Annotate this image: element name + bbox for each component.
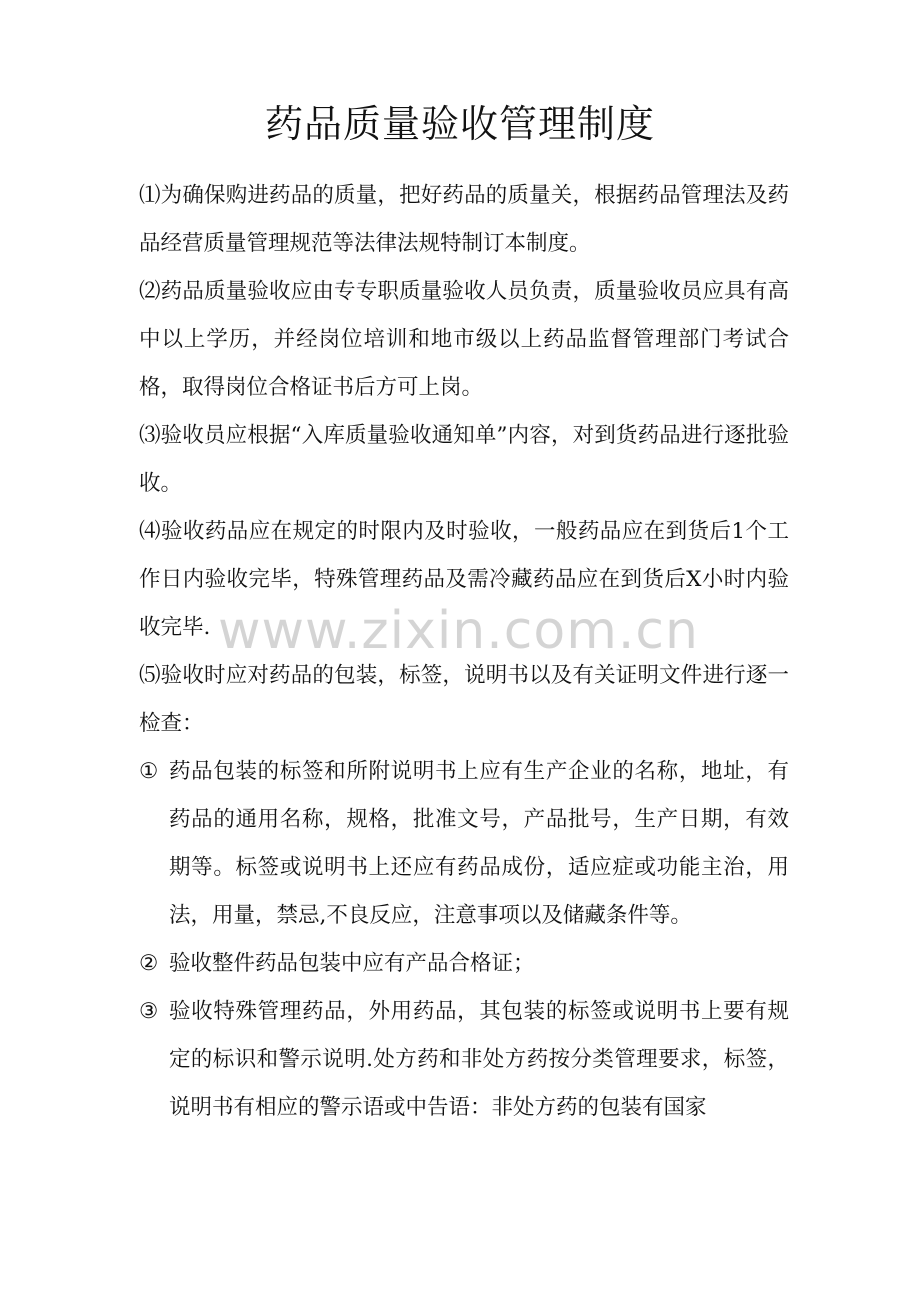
- paragraph-1: ⑴为确保购进药品的质量，把好药品的质量关，根据药品管理法及药品经营质量管理规范等法律法规特制订本制度。: [139, 183, 789, 256]
- watermark: www.zixin.com.cn: [218, 601, 699, 661]
- item-number: ①: [139, 759, 159, 784]
- list-item-3: [139, 988, 789, 1132]
- document-title: 药品质量验收管理制度: [264, 102, 655, 146]
- item-text: 药品包装的标签和所附说明书上应有生产企业的名称，地址，有药品的通用名称，规格，批准文号，产品批号，生产日期，有效期等。标签或说明书上还应有药品成份，适应症或功能主治，用法，用量，禁忌,不良反应，注意事项以及储藏条件等。: [169, 759, 789, 928]
- paragraph-5: ⑸验收时应对药品的包装，标签，说明书以及有关证明文件进行逐一检查：: [139, 663, 789, 736]
- item-text: 验收特殊管理药品，外用药品，其包装的标签或说明书上要有规定的标识和警示说明.处方药和非处方药按分类管理要求，标签，说明书有相应的警示语或中告语：非处方药的包装有国家: [169, 999, 789, 1120]
- document-body: [139, 172, 789, 1132]
- paragraph-3: ⑶验收员应根据“入库质量验收通知单”内容，对到货药品进行逐批验收。: [139, 423, 789, 496]
- paragraph-2: ⑵药品质量验收应由专专职质量验收人员负责，质量验收员应具有高中以上学历，并经岗位培训和地市级以上药品监督管理部门考试合格，取得岗位合格证书后方可上岗。: [139, 279, 789, 400]
- item-number: ②: [139, 951, 159, 976]
- list-item-1: [139, 748, 789, 940]
- paragraph-4: ⑷验收药品应在规定的时限内及时验收，一般药品应在到货后1个工作日内验收完毕，特殊管理药品及需冷藏药品应在到货后X小时内验收完毕.: [139, 519, 789, 640]
- item-text: 验收整件药品包装中应有产品合格证；: [169, 951, 535, 976]
- list-item-2: [139, 940, 789, 988]
- item-number: ③: [139, 999, 159, 1024]
